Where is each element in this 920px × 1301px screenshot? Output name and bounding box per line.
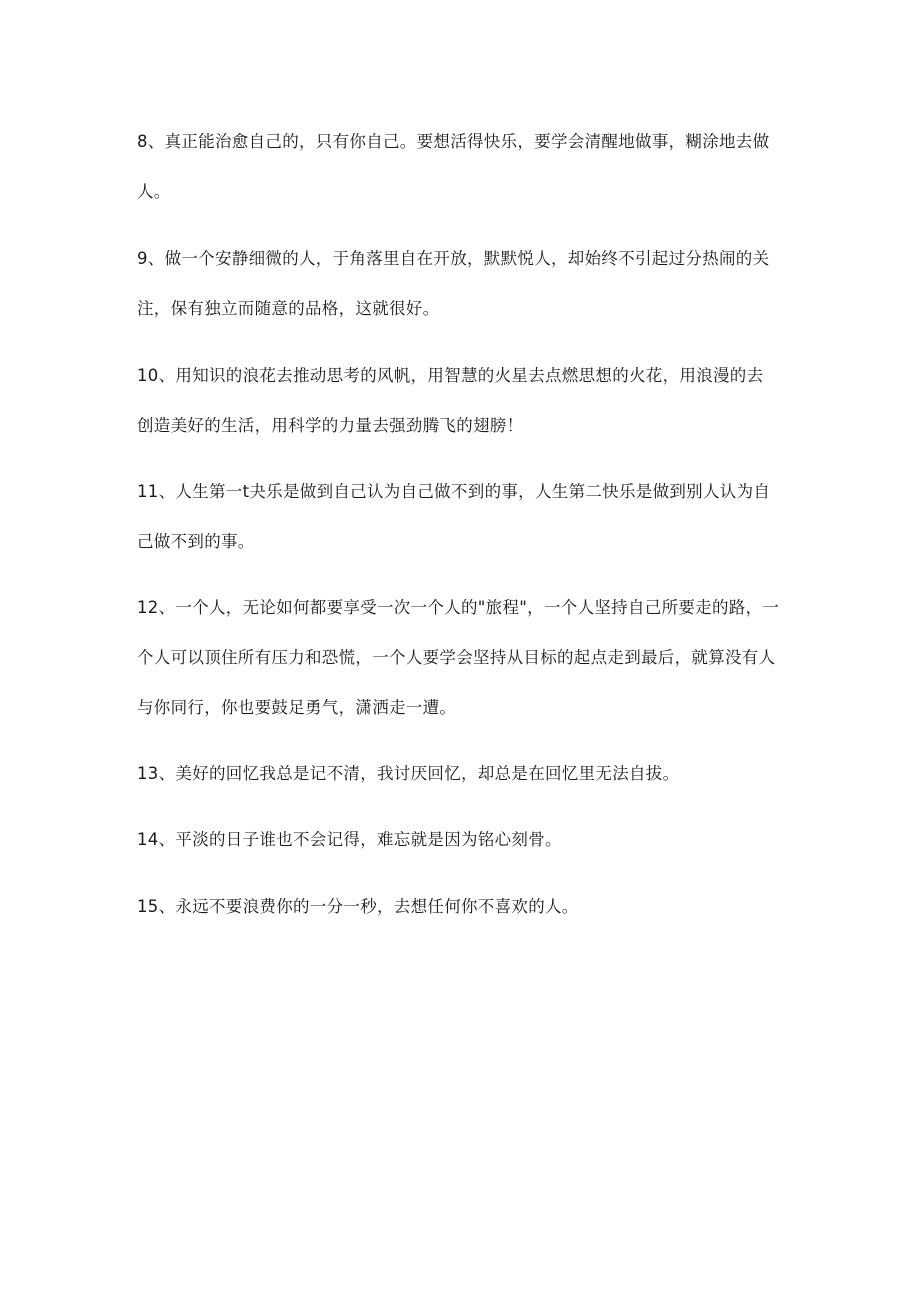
quote-line: 8、真正能治愈自己的，只有你自己。要想活得快乐，要学会清醒地做事，糊涂地去做 <box>137 132 770 151</box>
quote-item-11 <box>137 467 787 567</box>
quote-item-12 <box>137 583 787 733</box>
quote-item-9 <box>137 234 787 334</box>
quote-item-14 <box>137 815 787 865</box>
quote-line: 创造美好的生活，用科学的力量去强劲腾飞的翅膀！ <box>137 416 524 435</box>
quote-line: 15、永远不要浪费你的一分一秒，去想任何你不喜欢的人。 <box>137 897 579 916</box>
quote-line: 12、一个人，无论如何都要享受一次一个人的"旅程"，一个人坚持自己所要走的路，一 <box>137 598 780 617</box>
quote-line: 己做不到的事。 <box>137 532 255 551</box>
quote-line: 人。 <box>137 182 171 201</box>
quote-line: 13、美好的回忆我总是记不清，我讨厌回忆，却总是在回忆里无法自拔。 <box>137 764 680 783</box>
quote-item-10 <box>137 351 787 451</box>
quote-line: 9、做一个安静细微的人，于角落里自在开放，默默悦人，却始终不引起过分热闹的关 <box>137 249 770 268</box>
quote-item-8 <box>137 117 787 217</box>
quote-line: 与你同行，你也要鼓足勇气，潇洒走一遭。 <box>137 698 457 717</box>
quote-line: 11、人生第一t夬乐是做到自己认为自己做不到的事，人生第二快乐是做到别人认为自 <box>137 482 771 501</box>
quote-line: 注，保有独立而随意的品格，这就很好。 <box>137 299 440 318</box>
quote-item-13 <box>137 749 787 799</box>
quote-line: 10、用知识的浪花去推动思考的风帆，用智慧的火星去点燃思想的火花，用浪漫的去 <box>137 366 764 385</box>
quote-line: 个人可以顶住所有压力和恐慌，一个人要学会坚持从目标的起点走到最后，就算没有人 <box>137 648 776 667</box>
quote-line: 14、平淡的日子谁也不会记得，难忘就是因为铭心刻骨。 <box>137 830 562 849</box>
quote-item-15 <box>137 882 787 932</box>
